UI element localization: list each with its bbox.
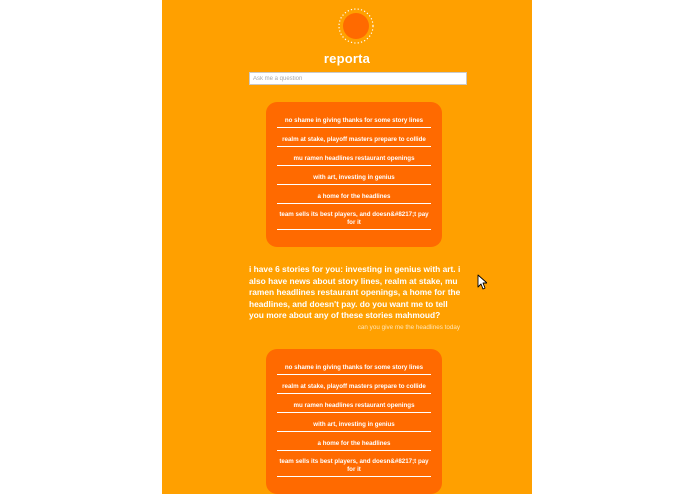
story-link[interactable]: realm at stake, playoff masters prepare to collide xyxy=(277,381,431,394)
app-container xyxy=(162,0,532,494)
user-message: can you give me the headlines today xyxy=(357,324,460,331)
mouse-pointer-icon xyxy=(477,274,487,290)
stories-card xyxy=(266,102,442,247)
story-link[interactable]: team sells its best players, and doesn&#8217;t pay for it xyxy=(277,457,431,477)
stories-card xyxy=(266,349,442,494)
story-link[interactable]: mu ramen headlines restaurant openings xyxy=(277,400,431,413)
story-link[interactable]: no shame in giving thanks for some story lines xyxy=(277,115,431,128)
story-link[interactable]: with art, investing in genius xyxy=(277,419,431,432)
story-link[interactable]: mu ramen headlines restaurant openings xyxy=(277,153,431,166)
story-link[interactable]: with art, investing in genius xyxy=(277,172,431,185)
bot-message: i have 6 stories for you: investing in genius with art. i also have news about story lines, realm at stake, mu ramen headlines restaurant openings, a home for the headlines, and doesn't pay. do you want me to tell you more about any of these stories mahmoud? xyxy=(249,264,461,321)
story-link[interactable]: team sells its best players, and doesn&#8217;t pay for it xyxy=(277,210,431,230)
story-link[interactable]: realm at stake, playoff masters prepare to collide xyxy=(277,134,431,147)
ask-question-input[interactable] xyxy=(249,72,467,85)
story-link[interactable]: a home for the headlines xyxy=(277,438,431,451)
sun-icon xyxy=(337,7,375,45)
app-title: reporta xyxy=(323,51,371,66)
story-link[interactable]: no shame in giving thanks for some story lines xyxy=(277,362,431,375)
story-link[interactable]: a home for the headlines xyxy=(277,191,431,204)
